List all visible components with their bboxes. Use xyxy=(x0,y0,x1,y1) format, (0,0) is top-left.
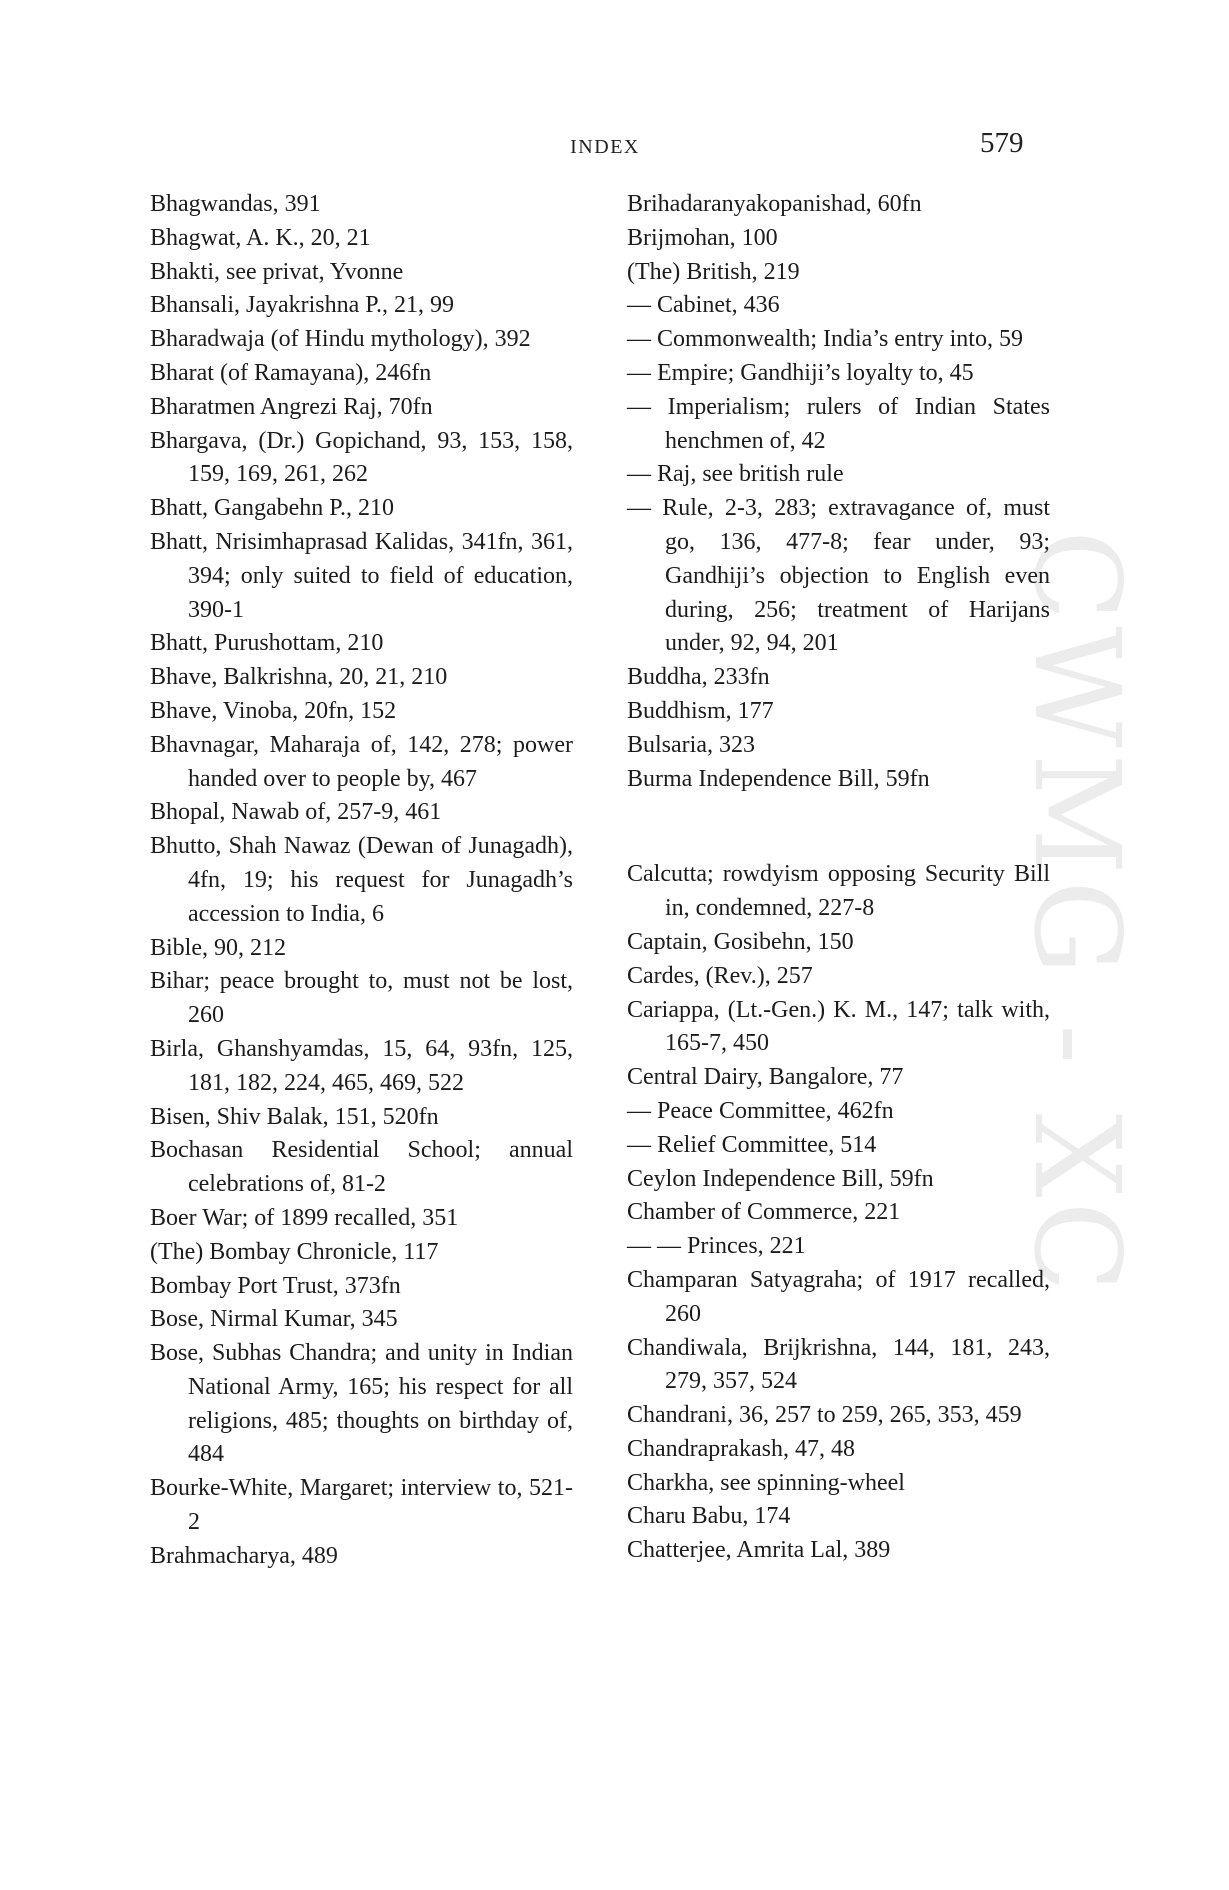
index-entry: Bhavnagar, Maharaja of, 142, 278; power handed over to people by, 467 xyxy=(150,731,573,792)
index-entry: Ceylon Independence Bill, 59fn xyxy=(627,1165,934,1192)
index-entry: — Commonwealth; India’s entry into, 59 xyxy=(627,326,1023,353)
index-entry: Bhargava, (Dr.) Gopichand, 93, 153, 158, 159, 169, 261, 262 xyxy=(150,427,573,488)
index-column-right xyxy=(627,188,1050,1568)
index-entry: Buddha, 233fn xyxy=(627,664,770,691)
index-entry: Bharadwaja (of Hindu mythology), 392 xyxy=(150,326,531,353)
index-entry: Chandraprakash, 47, 48 xyxy=(627,1435,855,1462)
index-entry: Bisen, Shiv Balak, 151, 520fn xyxy=(150,1103,439,1130)
index-entry: Brihadaranyakopanishad, 60fn xyxy=(627,191,922,217)
index-entry: Bose, Nirmal Kumar, 345 xyxy=(150,1306,398,1333)
running-header: INDEX xyxy=(570,136,640,158)
index-entry: Bochasan Residential School; annual celebrations of, 81-2 xyxy=(150,1137,573,1198)
index-entry: Bourke-White, Margaret; interview to, 521-2 xyxy=(150,1475,573,1536)
index-entry: — Imperialism; rulers of Indian States henchmen of, 42 xyxy=(627,393,1050,454)
index-entry: Brijmohan, 100 xyxy=(627,224,778,251)
index-entry: Central Dairy, Bangalore, 77 xyxy=(627,1064,904,1091)
index-entry: Cardes, (Rev.), 257 xyxy=(627,962,813,989)
index-entry: (The) British, 219 xyxy=(627,258,800,285)
index-entry: Bharat (of Ramayana), 246fn xyxy=(150,359,432,386)
index-entry: Bhatt, Nrisimhaprasad Kalidas, 341fn, 361, 394; only suited to field of education, 390-1 xyxy=(150,528,573,623)
index-entry: Burma Independence Bill, 59fn xyxy=(627,765,930,792)
index-entry: Charkha, see spinning-wheel xyxy=(627,1469,905,1496)
index-entry: (The) Bombay Chronicle, 117 xyxy=(150,1238,439,1265)
index-entry: — Rule, 2-3, 283; extravagance of, must go, 136, 477-8; fear under, 93; Gandhiji’s objection to English even during, 256; treatment of Harijans under, 92, 94, 201 xyxy=(627,495,1050,657)
index-entry: Bhave, Balkrishna, 20, 21, 210 xyxy=(150,664,448,691)
index-entry: Champaran Satyagraha; of 1917 recalled, 260 xyxy=(627,1266,1050,1327)
index-entry: Bhagwandas, 391 xyxy=(150,191,321,217)
index-entry: — Empire; Gandhiji’s loyalty to, 45 xyxy=(627,359,974,386)
index-entry: Brahmacharya, 489 xyxy=(150,1542,338,1569)
index-entry: Bhansali, Jayakrishna P., 21, 99 xyxy=(150,292,454,319)
index-entry: Bulsaria, 323 xyxy=(627,731,755,758)
index-entry: Bhave, Vinoba, 20fn, 152 xyxy=(150,697,397,724)
index-entry: Buddhism, 177 xyxy=(627,697,774,724)
index-entry: Chandiwala, Brijkrishna, 144, 181, 243, 279, 357, 524 xyxy=(627,1334,1050,1395)
index-entry: Boer War; of 1899 recalled, 351 xyxy=(150,1204,459,1231)
index-entry: Bhutto, Shah Nawaz (Dewan of Junagadh), 4fn, 19; his request for Junagadh’s accession to India, 6 xyxy=(150,833,573,927)
index-column-left xyxy=(150,188,573,1574)
index-entry: Bhagwat, A. K., 20, 21 xyxy=(150,224,371,251)
index-entry: — Raj, see british rule xyxy=(627,461,844,488)
index-entry: Calcutta; rowdyism opposing Security Bill in, condemned, 227-8 xyxy=(627,861,1050,922)
index-entry: — Relief Committee, 514 xyxy=(627,1131,877,1158)
index-entry: Bible, 90, 212 xyxy=(150,934,286,961)
index-entry: Bharatmen Angrezi Raj, 70fn xyxy=(150,393,433,420)
index-entry: Birla, Ghanshyamdas, 15, 64, 93fn, 125, 181, 182, 224, 465, 469, 522 xyxy=(150,1035,573,1096)
index-entry: Bhatt, Purushottam, 210 xyxy=(150,630,384,657)
watermark: CWMG - XC xyxy=(1008,530,1146,1298)
index-entry: Bhakti, see privat, Yvonne xyxy=(150,258,404,285)
index-entry: Chandrani, 36, 257 to 259, 265, 353, 459 xyxy=(627,1402,1022,1429)
section-gap xyxy=(627,796,1050,858)
index-entry: Chatterjee, Amrita Lal, 389 xyxy=(627,1537,891,1564)
index-entry: Bhopal, Nawab of, 257-9, 461 xyxy=(150,799,442,826)
index-entry: Bihar; peace brought to, must not be lost, 260 xyxy=(150,968,573,1029)
index-entry: — Peace Committee, 462fn xyxy=(627,1097,894,1124)
index-entry: Bombay Port Trust, 373fn xyxy=(150,1272,401,1299)
index-entry: — Cabinet, 436 xyxy=(627,292,780,319)
page-number: 579 xyxy=(980,127,1024,159)
index-entry: — — Princes, 221 xyxy=(627,1233,806,1260)
index-entry: Bhatt, Gangabehn P., 210 xyxy=(150,495,394,522)
index-entry: Cariappa, (Lt.-Gen.) K. M., 147; talk with, 165-7, 450 xyxy=(627,996,1050,1057)
index-entry: Chamber of Commerce, 221 xyxy=(627,1199,901,1226)
index-entry: Bose, Subhas Chandra; and unity in Indian National Army, 165; his respect for all religions, 485; thoughts on birthday of, 484 xyxy=(150,1340,573,1468)
index-entry: Charu Babu, 174 xyxy=(627,1503,791,1530)
index-entry: Captain, Gosibehn, 150 xyxy=(627,928,854,955)
